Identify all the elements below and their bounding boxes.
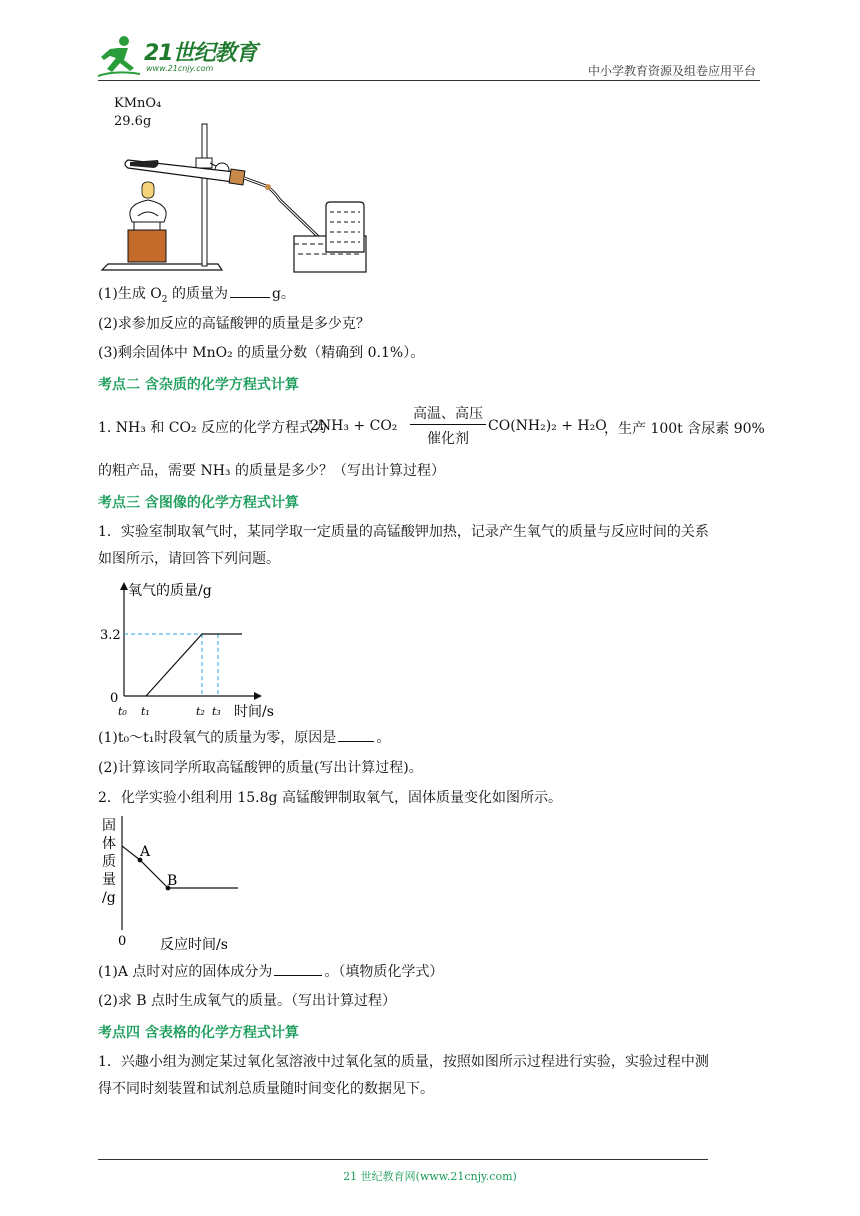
answer-blank[interactable] xyxy=(230,297,270,298)
chart1-origin: 0 xyxy=(110,691,119,706)
section2-question-tail: ，生产 100t 含尿素 90% xyxy=(604,421,765,437)
chart1-xtick-t3: t₃ xyxy=(212,705,221,718)
chart2-ylabel-char-2: 体 xyxy=(102,836,116,852)
eq-left: 2NH₃ + CO₂ xyxy=(310,418,398,434)
header-rule xyxy=(98,80,760,81)
section2-question-line2: 的粗产品，需要 NH₃ 的质量是多少？（写出计算过程） xyxy=(98,463,445,479)
chart1-series-line xyxy=(146,634,242,696)
section2-title: 考点二 含杂质的化学方程式计算 xyxy=(98,377,299,393)
q1-part1-prefix: (1)生成 O xyxy=(98,286,162,302)
section3-q2-line1: 2．化学实验小组利用 15.8g 高锰酸钾制取氧气，固体质量变化如图所示。 xyxy=(98,790,562,806)
q1-part2: (2)求参加反应的高锰酸钾的质量是多少克？ xyxy=(98,316,370,332)
chart2-label-b: B xyxy=(167,873,178,889)
chart1-x-arrow-icon xyxy=(254,692,262,700)
section3-q1-part1 xyxy=(98,728,390,748)
section3-q1-line2: 如图所示，请回答下列问题。 xyxy=(98,551,280,567)
chart2-origin: 0 xyxy=(118,934,127,949)
section3-q1-line1: 1．实验室制取氧气时，某同学取一定质量的高锰酸钾加热，记录产生氧气的质量与反应时间的关系 xyxy=(98,524,709,540)
runner-logo-icon xyxy=(96,34,142,78)
answer-blank[interactable] xyxy=(338,741,374,742)
apparatus-label-compound: KMnO₄ xyxy=(114,96,162,111)
chart2-xlabel: 反应时间/s xyxy=(160,937,228,953)
section3-q2-part1-text: (1)A 点时对应的固体成分为 xyxy=(98,964,273,980)
footer-text: 21 世纪教育网(www.21cnjy.com) xyxy=(343,1170,517,1183)
section3-q2-part1 xyxy=(98,962,443,982)
chart1-ylabel: 氧气的质量/g xyxy=(128,583,212,599)
apparatus-label-mass: 29.6g xyxy=(114,114,152,129)
solid-mass-chart xyxy=(100,812,260,957)
eq-arrow-line xyxy=(410,424,486,425)
eq-condition-bottom: 催化剂 xyxy=(427,431,469,447)
q1-part3: (3)剩余固体中 MnO₂ 的质量分数（精确到 0.1%）。 xyxy=(98,345,425,361)
eq-right: CO(NH₂)₂ + H₂O xyxy=(488,418,607,434)
section3-q1-part2: (2)计算该同学所取高锰酸钾的质量(写出计算过程)。 xyxy=(98,760,423,776)
q1-part1-subscript: 2 xyxy=(161,294,168,305)
chart2-label-a: A xyxy=(140,844,151,860)
chart1-xtick-t0: t₀ xyxy=(118,705,127,718)
q1-part1-unit: g。 xyxy=(271,286,295,302)
section4-q1-line1: 1．兴趣小组为测定某过氧化氢溶液中过氧化氢的质量，按照如图所示过程进行实验，实验过程中测 xyxy=(98,1054,709,1070)
equation-intro: 1. NH₃ 和 CO₂ 反应的化学方程式为 xyxy=(98,420,328,436)
q1-part1-text: 的质量为 xyxy=(167,286,228,302)
chart2-ylabel-char-3: 质 xyxy=(102,854,116,870)
section3-q2-part2: (2)求 B 点时生成氧气的质量。（写出计算过程） xyxy=(98,993,397,1009)
chart1-ytick: 3.2 xyxy=(100,628,121,643)
oxygen-mass-chart xyxy=(100,578,300,723)
section3-title: 考点三 含图像的化学方程式计算 xyxy=(98,495,299,511)
answer-blank[interactable] xyxy=(274,975,322,976)
section3-q1-part1-end: 。 xyxy=(376,730,391,746)
section4-title: 考点四 含表格的化学方程式计算 xyxy=(98,1025,299,1041)
section4-q1-line2: 得不同时刻装置和试剂总质量随时间变化的数据见下。 xyxy=(98,1081,434,1097)
header-logo xyxy=(96,34,266,78)
header-platform-text: 中小学教育资源及组卷应用平台 xyxy=(587,64,756,78)
eq-condition-top: 高温、高压 xyxy=(413,406,483,422)
section2-question-line1 xyxy=(98,418,327,438)
chart1-xlabel: 时间/s xyxy=(234,704,274,720)
chart1-y-arrow-icon xyxy=(120,582,128,590)
apparatus-diagram xyxy=(98,120,378,280)
section3-q1-part1-text: (1)t₀～t₁时段氧气的质量为零，原因是 xyxy=(98,730,337,746)
chart2-ylabel-char-5: /g xyxy=(102,890,116,906)
chart2-ylabel-char-4: 量 xyxy=(102,872,116,888)
logo-url: www.21cnjy.com xyxy=(146,64,214,73)
q1-part1 xyxy=(98,284,295,310)
chart1-xtick-t1: t₁ xyxy=(141,705,150,718)
chart2-ylabel-char-1: 固 xyxy=(102,818,116,834)
logo-title: 21世纪教育 xyxy=(144,41,257,66)
chart1-xtick-t2: t₂ xyxy=(196,705,205,718)
section3-q2-part1-end: 。（填物质化学式） xyxy=(324,964,444,980)
footer-rule xyxy=(98,1159,708,1160)
